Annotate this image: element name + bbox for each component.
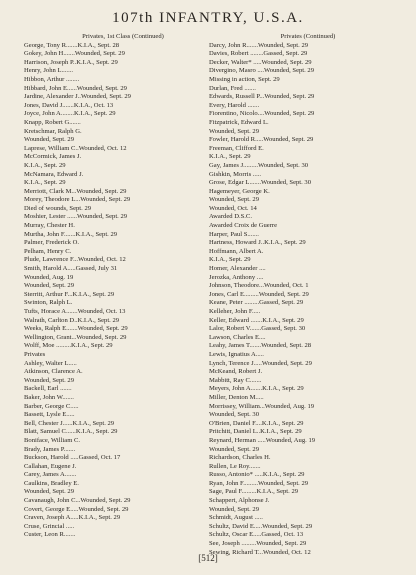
roster-line: See, Joseph .........Wounded, Sept. 29 — [209, 540, 307, 548]
roster-line: Hagemeyer, George K. — [209, 187, 270, 195]
roster-line: Leahy, James T.......Wounded, Sept. 28 — [209, 342, 312, 350]
roster-line: K.I.A., Sept. 29 — [24, 179, 66, 187]
roster-line: Ashley, Walter L..... — [24, 359, 77, 367]
roster-line: Morey, Theodore L...Wounded, Sept. 29 — [24, 196, 131, 204]
roster-line: Lynch, Terence J.....Wounded, Sept. 29 — [209, 359, 312, 367]
roster-line: Fowler, Harold R.....Wounded, Sept. 29 — [209, 136, 314, 144]
roster-line: George, Tony R.......K.I.A., Sept. 28 — [24, 41, 120, 49]
roster-line: Swinton, Ralph L. — [24, 299, 73, 307]
roster-line: Russo, Antonio* .....K.I.A., Sept. 29 — [209, 471, 305, 479]
right-column-header: Privates (Continued) — [280, 33, 336, 40]
roster-line: Atkinson, Clarence A. — [24, 368, 83, 376]
roster-line: Homer, Alexander .... — [209, 265, 266, 273]
roster-line: Wounded, Sept. 29 — [209, 505, 260, 513]
roster-line: Bell, Chester J......K.I.A., Sept. 29 — [24, 419, 115, 427]
roster-line: K.I.A., Sept. 29 — [209, 153, 251, 161]
roster-line: Kelleher, John F..... — [209, 308, 261, 315]
roster-line: Schappert, Alphonse J. — [209, 497, 270, 505]
roster-line: McCormick, James J. — [24, 153, 82, 161]
roster-line: Cruse, Grincial ..... — [24, 522, 75, 530]
roster-line: Smith, Harold A.....Gassed, July 31 — [24, 265, 118, 273]
roster-line: Brady, James P....... — [24, 445, 76, 453]
roster-line: Lawson, Charles E.... — [209, 333, 266, 341]
roster-line: Craven, Joseph A.....K.I.A., Sept. 29 — [24, 514, 121, 522]
roster-line: McNamara, Edward J. — [24, 170, 84, 178]
roster-line: Lalor, Robert V.......Gassed, Sept. 30 — [209, 325, 306, 333]
roster-line: Fiorentino, Nicolo....Wounded, Sept. 29 — [209, 110, 315, 118]
roster-line: K.I.A., Sept. 29 — [24, 161, 66, 169]
roster-line: Buckson, Harold .....Gassed, Oct. 17 — [24, 454, 121, 462]
roster-line: Sage, Paul F.........K.I.A., Sept. 29 — [209, 488, 299, 496]
roster-line: Henry, John L....... — [24, 67, 74, 75]
roster-line: Johnson, Theodore...Wounded, Oct. 1 — [209, 282, 309, 290]
left-column-header: Privates, 1st Class (Continued) — [82, 33, 164, 40]
roster-line: Privates — [24, 350, 46, 358]
roster-line: Kretschmar, Ralph G. — [24, 127, 82, 135]
roster-line: Gay, James J.........Wounded, Sept. 30 — [209, 161, 309, 169]
roster-line: Wellington, Grant...Wounded, Sept. 29 — [24, 333, 127, 341]
roster-line: Gishkin, Morris ..... — [209, 170, 262, 178]
roster-line: Jones, David J.......K.I.A., Oct. 13 — [24, 101, 114, 109]
roster-line: Morrissey, William...Wounded, Aug. 19 — [209, 402, 315, 410]
roster-line: Grose, Edgar L.......Wounded, Sept. 30 — [209, 179, 312, 187]
roster-line: Wounded, Oct. 14 — [209, 204, 257, 212]
roster-line: Cavanaugh, John C...Wounded, Sept. 29 — [24, 497, 131, 505]
roster-line: Covert, George E.....Wounded, Sept. 29 — [24, 505, 129, 513]
roster-line: Wounded, Sept. 29 — [209, 196, 260, 204]
roster-line: Caulkins, Bradley E. — [24, 479, 79, 487]
roster-line: Boniface, William C. — [24, 436, 81, 444]
roster-line: Wounded, Sept. 29 — [24, 136, 75, 144]
roster-line: Moshier, Lester ......Wounded, Sept. 29 — [24, 213, 128, 221]
roster-line: Awarded Croix de Guerre — [209, 222, 278, 230]
roster-line: Jardine, Alexander J..Wounded, Sept. 29 — [24, 93, 131, 101]
roster-line: Wounded, Aug. 19 — [24, 273, 74, 281]
roster-line: Died of wounds, Sept. 29 — [24, 204, 92, 212]
roster-line: Hartness, Howard J..K.I.A., Sept. 29 — [209, 239, 306, 247]
roster-line: Palmer, Frederick O. — [24, 239, 80, 247]
roster-line: Murray, Chester H. — [24, 222, 75, 230]
roster-line: Wounded, Sept. 29 — [24, 282, 75, 290]
roster-line: Tufts, Horace A.......Wounded, Oct. 13 — [24, 308, 126, 315]
roster-line: Wounded, Sept. 29 — [24, 488, 75, 496]
roster-line: Hoffmann, Albert A. — [209, 247, 264, 255]
roster-line: Wolff, Moe .........K.I.A., Sept. 29 — [24, 342, 113, 350]
roster-line: Schultz, David E.....Wounded, Sept. 29 — [209, 522, 313, 530]
roster-line: Harper, Paul S....... — [209, 230, 259, 238]
roster-line: Mabbitt, Ray C....... — [209, 376, 262, 384]
roster-line: Durlan, Fred ....... — [209, 84, 256, 92]
roster-line: Pritchitt, Daniel L..K.I.A., Sept. 29 — [209, 428, 302, 436]
roster-line: Ryan, John F.........Wounded, Sept. 29 — [209, 479, 309, 487]
roster-line: Hibbard, John E......Wounded, Sept. 29 — [24, 84, 127, 92]
roster-line: McKeand, Robert J. — [209, 368, 263, 376]
roster-line: Wounded, Sept. 29 — [24, 376, 75, 384]
roster-line: Jones, Carl E.........Wounded, Sept. 29 — [209, 290, 309, 298]
roster-line: Plude, Lawrence F...Wounded, Oct. 12 — [24, 256, 126, 264]
roster-line: Awarded D.S.C. — [209, 213, 252, 221]
roster-line: Meyers, John A.......K.I.A., Sept. 29 — [209, 385, 304, 393]
roster-line: Keane, Peter .........Gassed, Sept. 29 — [209, 299, 304, 307]
roster-line: Pelham, Henry C. — [24, 247, 72, 255]
roster-line: Custer, Leon R....... — [24, 531, 76, 539]
page-number: [512] — [198, 553, 218, 563]
right-column — [209, 33, 407, 557]
roster-line: Baker, John W....... — [24, 393, 74, 401]
roster-line: Joyce, John A........K.I.A., Sept. 29 — [24, 110, 116, 118]
page-title: 107th INFANTRY, U.S.A. — [112, 10, 304, 26]
roster-line: Knapp, Robert G....... — [24, 118, 81, 126]
left-column-lines — [24, 42, 222, 540]
roster-line: Edwards, Russell P...Wounded, Sept. 29 — [209, 93, 315, 101]
roster-line: Hibbon, Arthur ........ — [24, 75, 80, 83]
roster-line: Bassett, Lysle E..... — [24, 411, 75, 419]
roster-line: Gokey, John H.......Wounded, Sept. 29 — [24, 50, 125, 58]
roster-line: Decker, Walter* .....Wounded, Sept. 29 — [209, 58, 312, 66]
roster-line: O'Brien, Daniel F....K.I.A., Sept. 29 — [209, 419, 304, 427]
roster-line: Weeks, Ralph E.......Wounded, Sept. 29 — [24, 325, 128, 333]
roster-line: Reynard, Herman .....Wounded, Aug. 19 — [209, 436, 316, 444]
roster-line: Divergino, Masro ....Wounded, Sept. 29 — [209, 67, 315, 75]
roster-line: Laprese, William C..Wounded, Oct. 12 — [24, 144, 127, 152]
roster-line: Lewis, Ignatius A..... — [209, 350, 264, 358]
roster-line: Rullen, Le Roy....... — [209, 462, 261, 470]
left-column — [24, 33, 222, 540]
roster-line: Sterritt, Arthur F...K.I.A., Sept. 29 — [24, 290, 115, 298]
roster-line: Merriott, Clark M...Wounded, Sept. 29 — [24, 187, 127, 195]
roster-line: Wounded, Sept. 30 — [209, 411, 260, 419]
roster-line: Murtha, John F.......K.I.A., Sept. 29 — [24, 230, 118, 238]
roster-line: Every, Harold ....... — [209, 101, 260, 109]
roster-line: Jerozka, Anthony .... — [209, 273, 264, 281]
roster-line: Richardson, Charles H. — [209, 454, 271, 462]
roster-line: Wounded, Sept. 29 — [209, 445, 260, 453]
roster-line: Fitzpatrick, Edward L. — [209, 118, 269, 126]
roster-line: Missing in action, Sept. 29 — [209, 75, 280, 83]
roster-line: Darcy, John R.......Wounded, Sept. 29 — [209, 41, 309, 49]
roster-line: Wounded, Sept. 29 — [209, 127, 260, 135]
roster-line: Walrath, Carlton D..K.I.A., Sept. 29 — [24, 316, 120, 324]
roster-line: Backell, Earl ....... — [24, 385, 72, 393]
roster-line: K.I.A., Sept. 29 — [209, 256, 251, 264]
right-column-lines — [209, 42, 407, 558]
roster-line: Barber, George C..... — [24, 402, 79, 410]
roster-line: Schmidt, August ..... — [209, 514, 263, 522]
roster-line: Keller, Edward .......K.I.A., Sept. 29 — [209, 316, 304, 324]
roster-line: Miller, Denton M..... — [209, 393, 264, 401]
roster-line: Sewing, Richard T...Wounded, Oct. 12 — [209, 548, 311, 556]
roster-line: Blatt, Samuel C......K.I.A., Sept. 29 — [24, 428, 118, 436]
roster-line: Freeman, Clifford E. — [209, 144, 264, 152]
roster-line: Carey, James A....... — [24, 471, 77, 479]
roster-line: Callahan, Eugene J. — [24, 462, 77, 470]
roster-line: Harrison, Joseph P..K.I.A., Sept. 29 — [24, 58, 118, 66]
roster-line: Davies, Robert ........Gassed, Sept. 29 — [209, 50, 308, 58]
roster-line: Schultz, Oscar E.....Gassed, Oct. 13 — [209, 531, 304, 539]
